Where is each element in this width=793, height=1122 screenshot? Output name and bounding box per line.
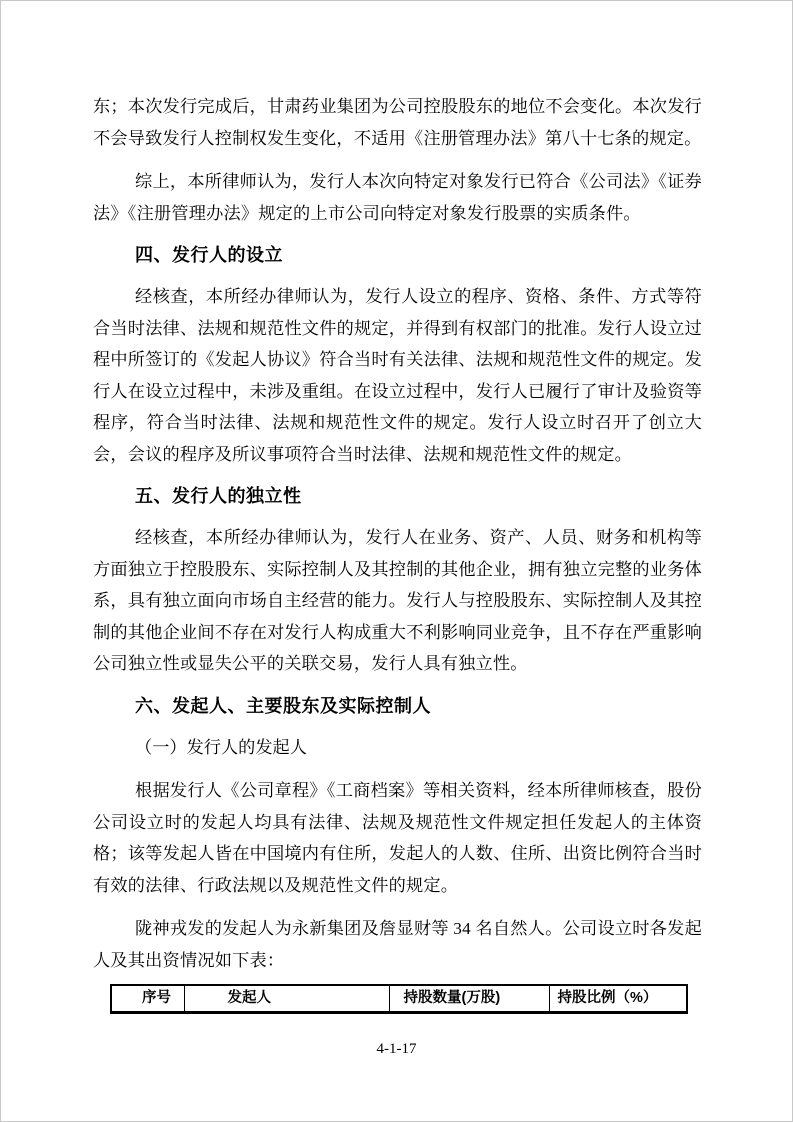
table-header-founder: 发起人 xyxy=(184,985,389,1013)
table-header-ratio: 持股比例（%） xyxy=(549,985,687,1013)
page-number: 4-1-17 xyxy=(376,1041,417,1057)
section-4-paragraph: 经核查，本所经办律师认为，发行人设立的程序、资格、条件、方式等符合当时法律、法规和规范性文件的规定，并得到有权部门的批准。发行人设立过程中所签订的《发起人协议》符合当时有关法律、法规和规范性文件的规定。发行人在设立过程中，未涉及重组。在设立过程中，发行人已履行了审计及验资等程序，符合当时法律、法规和规范性文件的规定。发行人设立时召开了创立大会，会议的程序及所议事项符合当时法律、法规和规范性文件的规定。 xyxy=(93,287,702,464)
founders-table xyxy=(110,984,688,1014)
section-6-heading: 六、发起人、主要股东及实际控制人 xyxy=(135,695,431,716)
section-5-heading: 五、发行人的独立性 xyxy=(135,486,302,506)
page-content xyxy=(93,91,702,1014)
section-6-paragraph-1: 根据发行人《公司章程》《工商档案》等相关资料，经本所律师核查，股份公司设立时的发起人均具有法律、法规及规范性文件规定担任发起人的主体资格；该等发起人皆在中国境内有住所，发起人的人数、住所、出资比例符合当时有效的法律、行政法规以及规范性文件的规定。 xyxy=(93,781,702,895)
section-6-paragraph-2: 陇神戎发的发起人为永新集团及詹显财等 34 名自然人。公司设立时各发起人及其出资情况如下表： xyxy=(93,919,702,970)
founders-table-header-row xyxy=(111,985,687,1013)
paragraph-conclusion: 综上，本所律师认为，发行人本次向特定对象发行已符合《公司法》《证券法》《注册管理办法》规定的上市公司向特定对象发行股票的实质条件。 xyxy=(93,172,702,223)
section-4-heading: 四、发行人的设立 xyxy=(135,245,283,265)
paragraph-continuation: 东；本次发行完成后，甘肃药业集团为公司控股股东的地位不会变化。本次发行不会导致发行人控制权发生变化，不适用《注册管理办法》第八十七条的规定。 xyxy=(93,97,702,148)
subsection-1-title: （一）发行人的发起人 xyxy=(135,737,307,757)
table-header-index: 序号 xyxy=(142,990,171,1006)
section-5-paragraph: 经核查，本所经办律师认为，发行人在业务、资产、人员、财务和机构等方面独立于控股股东、实际控制人及其控制的其他企业，拥有独立完整的业务体系，具有独立面向市场自主经营的能力。发行人与控股股东、实际控制人及其控制的其他企业间不存在对发行人构成重大不利影响同业竞争，且不存在严重影响公司独立性或显失公平的关联交易，发行人具有独立性。 xyxy=(93,528,702,673)
table-header-shares: 持股数量(万股) xyxy=(389,985,549,1013)
